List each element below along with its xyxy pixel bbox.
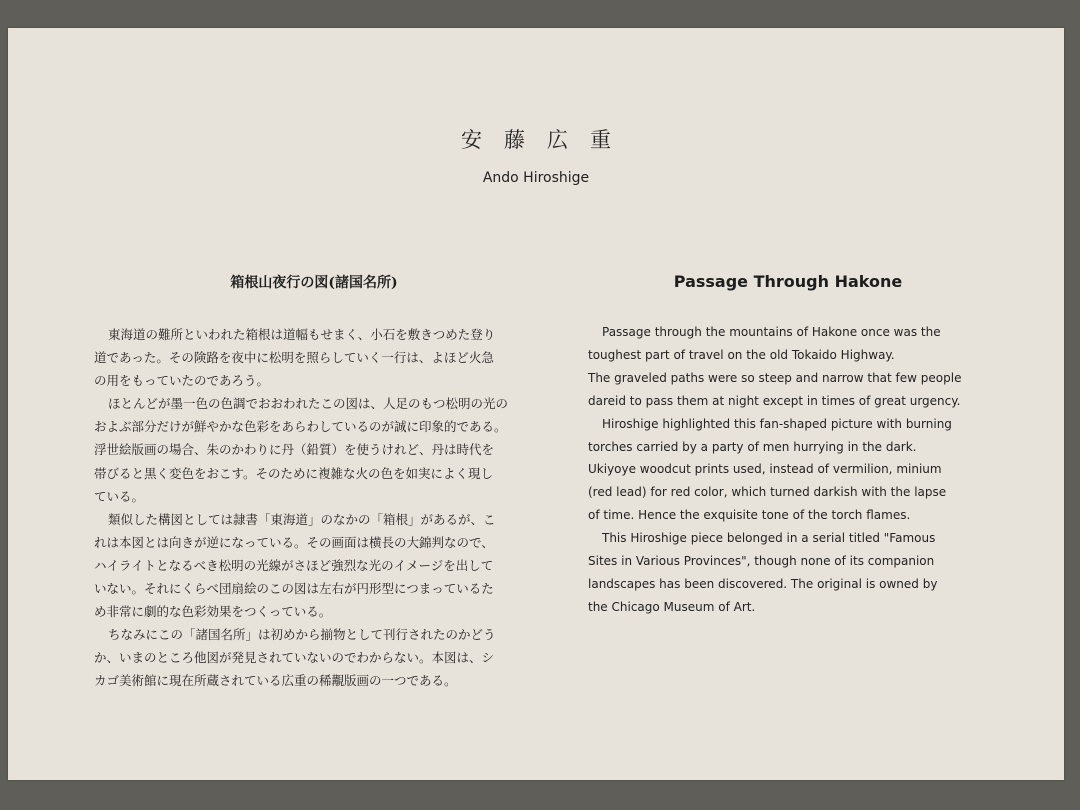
artist-name-japanese: 安藤広重 xyxy=(461,128,633,152)
artist-name-english: Ando Hiroshige xyxy=(482,170,590,186)
japanese-line: ハイライトとなるべき松明の光線がさほど強烈な光のイメージを出して xyxy=(94,557,494,573)
english-line: This Hiroshige piece belonged in a serial titled "Famous xyxy=(602,531,936,546)
english-line: torches carried by a party of men hurrying in the dark. xyxy=(588,439,917,454)
japanese-line: 浮世絵版画の場合、朱のかわりに丹（鉛質）を使うけれど、丹は時代を xyxy=(94,442,495,458)
japanese-line: ている。 xyxy=(94,488,145,504)
japanese-line: およぶ部分だけが鮮やかな色彩をあらわしているのが誠に印象的である。 xyxy=(94,419,507,435)
japanese-line: 帯びると黒く変色をおこす。そのために複雑な火の色を如実によく現し xyxy=(94,465,494,481)
english-line: Sites in Various Provinces", though none of its companion xyxy=(588,554,935,569)
english-line: of time. Hence the exquisite tone of the torch flames. xyxy=(588,508,911,523)
japanese-line: 道であった。その険路を夜中に松明を照らしていく一行は、よほど火急 xyxy=(94,350,494,366)
english-line: The graveled paths were so steep and narrow that few people xyxy=(588,370,962,385)
japanese-line: か、いまのところ他図が発見されていないのでわからない。本図は、シ xyxy=(94,650,495,666)
japanese-line: の用をもっていたのであろう。 xyxy=(94,373,270,389)
english-line: dareid to pass them at night except in times of great urgency. xyxy=(588,393,961,408)
english-line: toughest part of travel on the old Tokaido Highway. xyxy=(588,347,895,362)
english-line: Hiroshige highlighted this fan-shaped picture with burning xyxy=(602,416,952,431)
english-line: Passage through the mountains of Hakone once was the xyxy=(602,325,941,339)
english-line: landscapes has been discovered. The original is owned by xyxy=(588,576,938,591)
english-line: Ukiyoye woodcut prints used, instead of vermilion, minium xyxy=(588,462,942,477)
japanese-line: ほとんどが墨一色の色調でおおわれたこの図は、人足のもつ松明の光の xyxy=(108,396,509,412)
japanese-line: れは本図とは向きが逆になっている。その画面は横長の大錦判なので、 xyxy=(94,534,494,550)
english-line: the Chicago Museum of Art. xyxy=(588,599,756,614)
japanese-line: 類似した構図としては隷書「東海道」のなかの「箱根」があるが、こ xyxy=(108,511,496,527)
english-column xyxy=(588,272,988,619)
description-card xyxy=(8,28,1064,780)
japanese-line: 東海道の難所といわれた箱根は道幅もせまく、小石を敷きつめた登り xyxy=(108,327,496,342)
japanese-line: め非常に劇的な色彩効果をつくっている。 xyxy=(94,604,332,620)
japanese-line: ちなみにこの「諸国名所」は初めから揃物として刊行されたのかどう xyxy=(108,627,496,643)
english-heading: Passage Through Hakone xyxy=(673,272,903,291)
japanese-column xyxy=(94,272,534,693)
english-line: (red lead) for red color, which turned darkish with the lapse xyxy=(588,485,947,500)
japanese-line: カゴ美術館に現在所蔵されている広重の稀覯版画の一つである。 xyxy=(94,673,457,689)
japanese-line: いない。それにくらべ団扇絵のこの図は左右が円形型につまっているた xyxy=(94,581,494,597)
japanese-heading: 箱根山夜行の図(諸国名所) xyxy=(230,275,398,291)
